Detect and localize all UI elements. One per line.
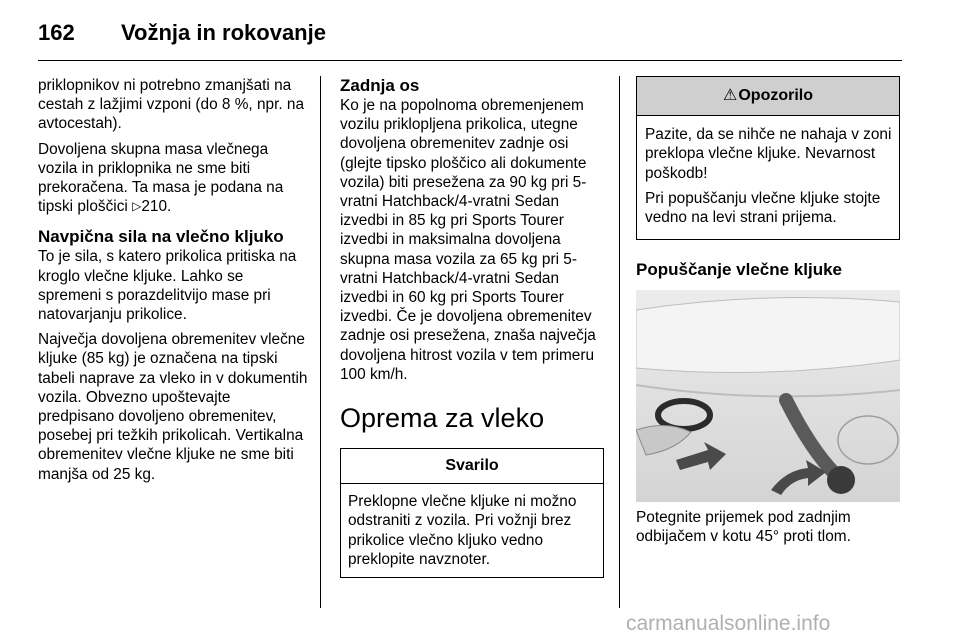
paragraph: Največja dovoljena obremenitev vlečne kljuke (85 kg) je označena na tipski tabeli naprave za vleko in v dokumentih vozila. Obvezno upoštevajte predpisano dovoljeno obremenitev, posebej pri težkih prikolicah. Vertikalna obremenitev vlečne kljuke ne sme biti manjša od 25 kg. xyxy=(38,331,308,483)
triangle-right-icon: ▷ xyxy=(132,199,142,214)
section-heading: Navpična sila na vlečno kljuko xyxy=(38,227,284,247)
xref-link[interactable]: 210. xyxy=(141,198,172,216)
paragraph-text: Dovoljena skupna masa vlečnega vozila in priklopnika ne sme biti prekoračena. Ta masa je podana na tipski ploščici xyxy=(38,140,284,216)
page-number: 162 xyxy=(38,20,75,45)
paragraph: Ko je na popolnoma obremenjenem vozilu priklopljena prikolica, utegne dovoljena obremenitev zadnje osi (glejte tipsko ploščico ali dokumente vozila) biti presežena za 90 kg pri 5-vratni Hatchback/4-vratni Sedan izvedbi in 85 kg pri Sports Tourer izvedbi in maksimalna dovoljena skupna masa vozila za 65 kg pri 5-vratni Hatchback/4-vratni Sedan izvedbi in 60 kg pri Sports Tourer izvedbi. Če je dovoljena obremenitev zadnje osi presežena, znaša največja dovoljena hitrost vozila v tem primeru 100 km/h. xyxy=(340,97,596,383)
chapter-heading: Oprema za vleko xyxy=(340,403,545,434)
watermark: carmanualsonline.info xyxy=(626,612,831,635)
warning-triangle-icon: ⚠ xyxy=(723,87,738,104)
warning-title: Opozorilo xyxy=(738,87,813,104)
caution-title: Svarilo xyxy=(341,449,603,484)
warning-text: Pri popuščanju vlečne kljuke stojte vedno na levi strani prijema. xyxy=(645,189,881,227)
warning-header xyxy=(637,77,899,116)
column-middle xyxy=(340,76,604,578)
section-heading: Zadnja os xyxy=(340,76,420,95)
paragraph: To je sila, s katero prikolica pritiska na kroglo vlečne kljuke. Lahko se spremeni s porazdelitvijo mase pri natovarjanju prikolice. xyxy=(38,248,297,324)
caution-box xyxy=(340,448,604,578)
column-left xyxy=(38,76,308,490)
chapter-title: Vožnja in rokovanje xyxy=(121,20,326,45)
tow-hook-release-illustration xyxy=(636,290,900,502)
column-divider xyxy=(619,76,620,608)
header-rule xyxy=(38,60,902,61)
column-right xyxy=(636,76,900,553)
illustration-caption: Potegnite prijemek pod zadnjim odbijačem v kotu 45° proti tlom. xyxy=(636,509,851,546)
section-heading: Popuščanje vlečne kljuke xyxy=(636,260,842,280)
warning-text: Pazite, da se nihče ne nahaja v zoni preklopa vlečne kljuke. Nevarnost poškodb! xyxy=(645,126,892,182)
caution-text: Preklopne vlečne kljuke ni možno odstraniti z vozila. Pri vožnji brez prikolice vlečno kljuko vedno preklopite navznoter. xyxy=(348,493,577,568)
paragraph: priklopnikov ni potrebno zmanjšati na cestah z lažjimi vzponi (do 8 %, npr. na avtocestah). xyxy=(38,77,305,133)
paragraph-with-xref xyxy=(38,140,308,218)
warning-box xyxy=(636,76,900,240)
column-divider xyxy=(320,76,321,608)
